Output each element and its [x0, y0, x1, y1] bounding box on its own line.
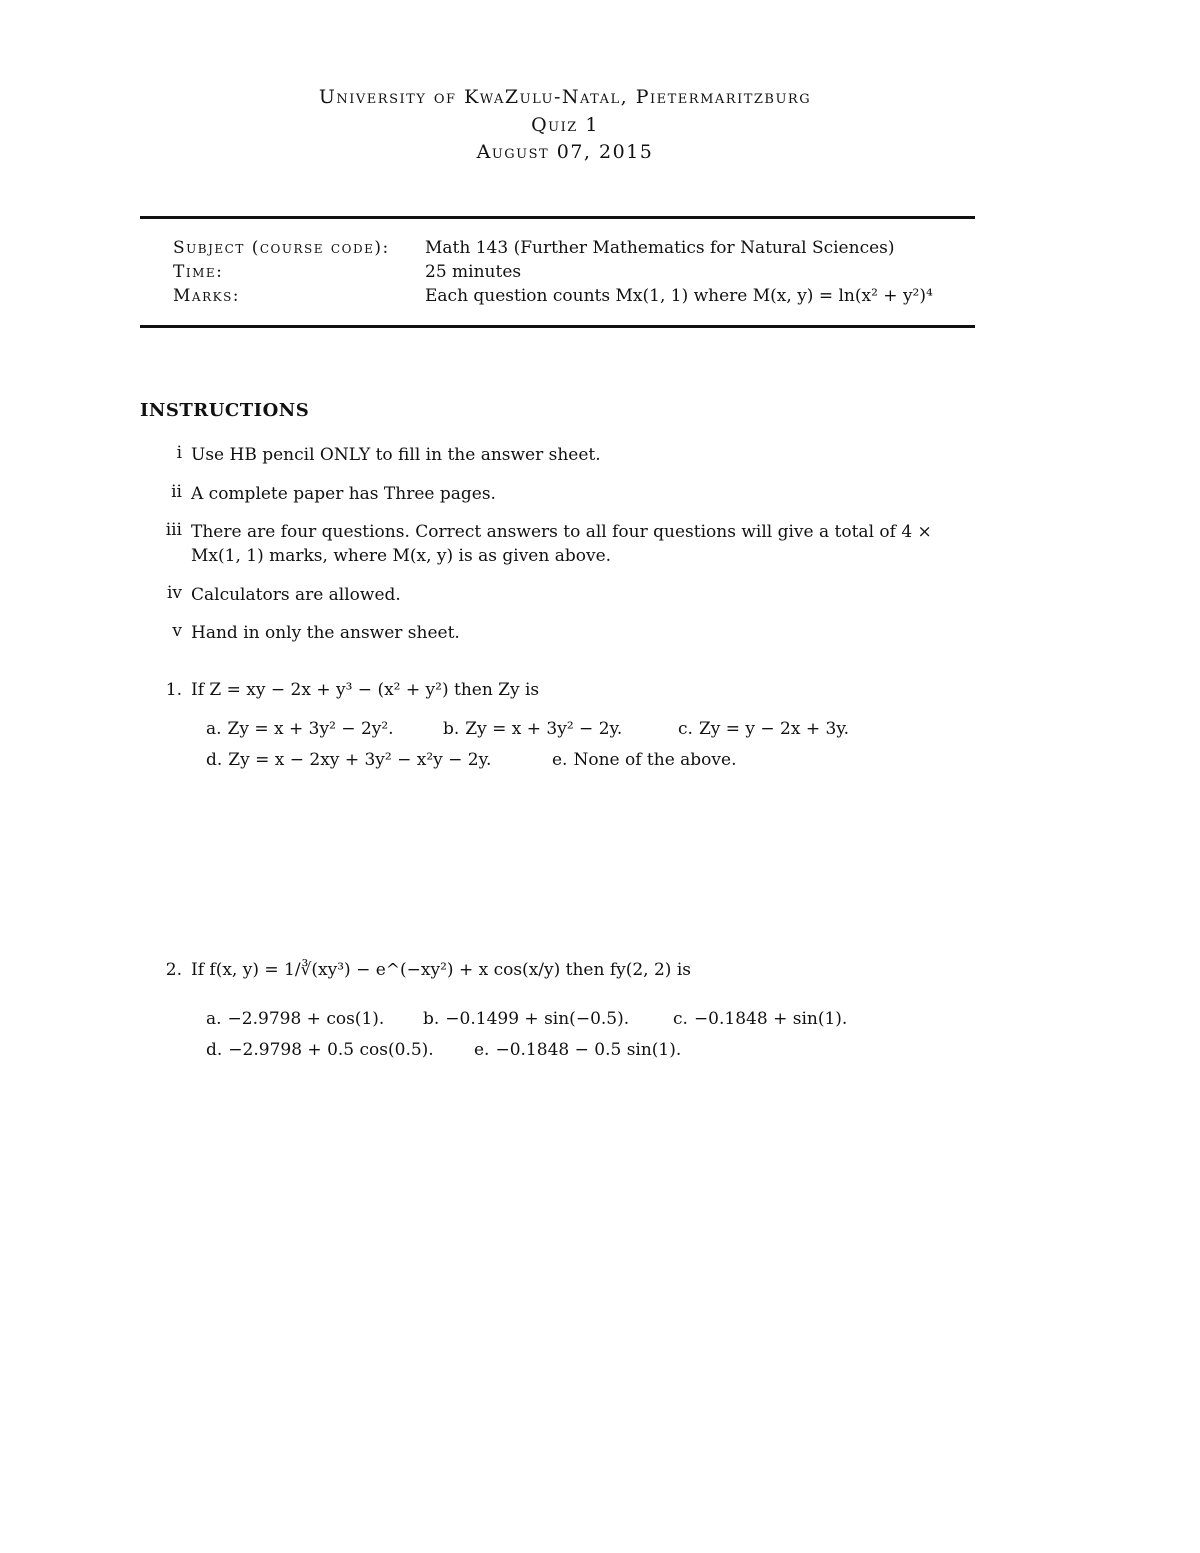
instruction-text: A complete paper has Three pages. [191, 484, 496, 504]
option-label: a. [206, 1009, 222, 1029]
instruction-number: i [176, 443, 182, 463]
instruction-text: There are four questions. Correct answers to all four questions will give a total of 4 × Mx(1, 1) marks, where M(x, y) is as given above. [191, 522, 932, 566]
option-b [423, 1009, 629, 1029]
option-text: Zy = y − 2x + 3y. [698, 719, 850, 739]
question-text: If f(x, y) = 1/∛(xy³) − e^(−xy²) + x cos(x/y) then fy(2, 2) is [191, 960, 692, 980]
subject-label: Subject (course code): [173, 238, 390, 258]
instruction-text: Hand in only the answer sheet. [191, 623, 460, 643]
subject-value: Math 143 (Further Mathematics for Natural Sciences) [425, 238, 895, 258]
option-text: Zy = x + 3y² − 2y². [227, 719, 394, 739]
option-label: c. [673, 1009, 688, 1029]
option-label: b. [423, 1009, 440, 1029]
instruction-text: Calculators are allowed. [191, 585, 401, 605]
marks-value: Each question counts Mx(1, 1) where M(x, y) = ln(x² + y²)⁴ [425, 286, 933, 306]
quiz-title: Quiz 1 [531, 114, 599, 136]
top-rule [140, 216, 975, 219]
quiz-date: August 07, 2015 [476, 141, 654, 163]
option-a [206, 1009, 384, 1029]
option-label: d. [206, 1040, 223, 1060]
instruction-number: v [172, 621, 182, 641]
option-text: Zy = x + 3y² − 2y. [465, 719, 623, 739]
option-label: e. [552, 750, 568, 770]
option-e [474, 1040, 681, 1060]
option-text: −0.1848 − 0.5 sin(1). [495, 1040, 682, 1060]
instruction-number: ii [171, 482, 182, 502]
option-d [206, 750, 491, 770]
option-e [552, 750, 737, 770]
marks-label: Marks: [173, 286, 241, 306]
option-text: −2.9798 + cos(1). [227, 1009, 385, 1029]
instructions-title: INSTRUCTIONS [140, 400, 310, 421]
option-text: −0.1848 + sin(1). [693, 1009, 848, 1029]
option-label: a. [206, 719, 222, 739]
university-title: University of KwaZulu-Natal, Pietermaritzburg [318, 86, 812, 108]
option-c [673, 1009, 847, 1029]
instruction-number: iii [165, 520, 182, 540]
option-b [443, 719, 622, 739]
question-number: 1. [165, 680, 182, 700]
option-text: Zy = x − 2xy + 3y² − x²y − 2y. [228, 750, 492, 770]
option-text: −2.9798 + 0.5 cos(0.5). [228, 1040, 434, 1060]
option-text: None of the above. [573, 750, 737, 770]
option-c [678, 719, 849, 739]
option-label: e. [474, 1040, 490, 1060]
question-text: If Z = xy − 2x + y³ − (x² + y²) then Zy is [191, 680, 540, 700]
time-label: Time: [173, 262, 224, 282]
option-label: c. [678, 719, 693, 739]
option-d [206, 1040, 434, 1060]
question-number: 2. [165, 960, 182, 980]
option-label: d. [206, 750, 223, 770]
option-label: b. [443, 719, 460, 739]
option-a [206, 719, 394, 739]
time-value: 25 minutes [425, 262, 522, 282]
instruction-number: iv [166, 583, 182, 603]
instruction-text: Use HB pencil ONLY to fill in the answer sheet. [191, 445, 601, 465]
bottom-rule [140, 325, 975, 328]
option-text: −0.1499 + sin(−0.5). [445, 1009, 630, 1029]
